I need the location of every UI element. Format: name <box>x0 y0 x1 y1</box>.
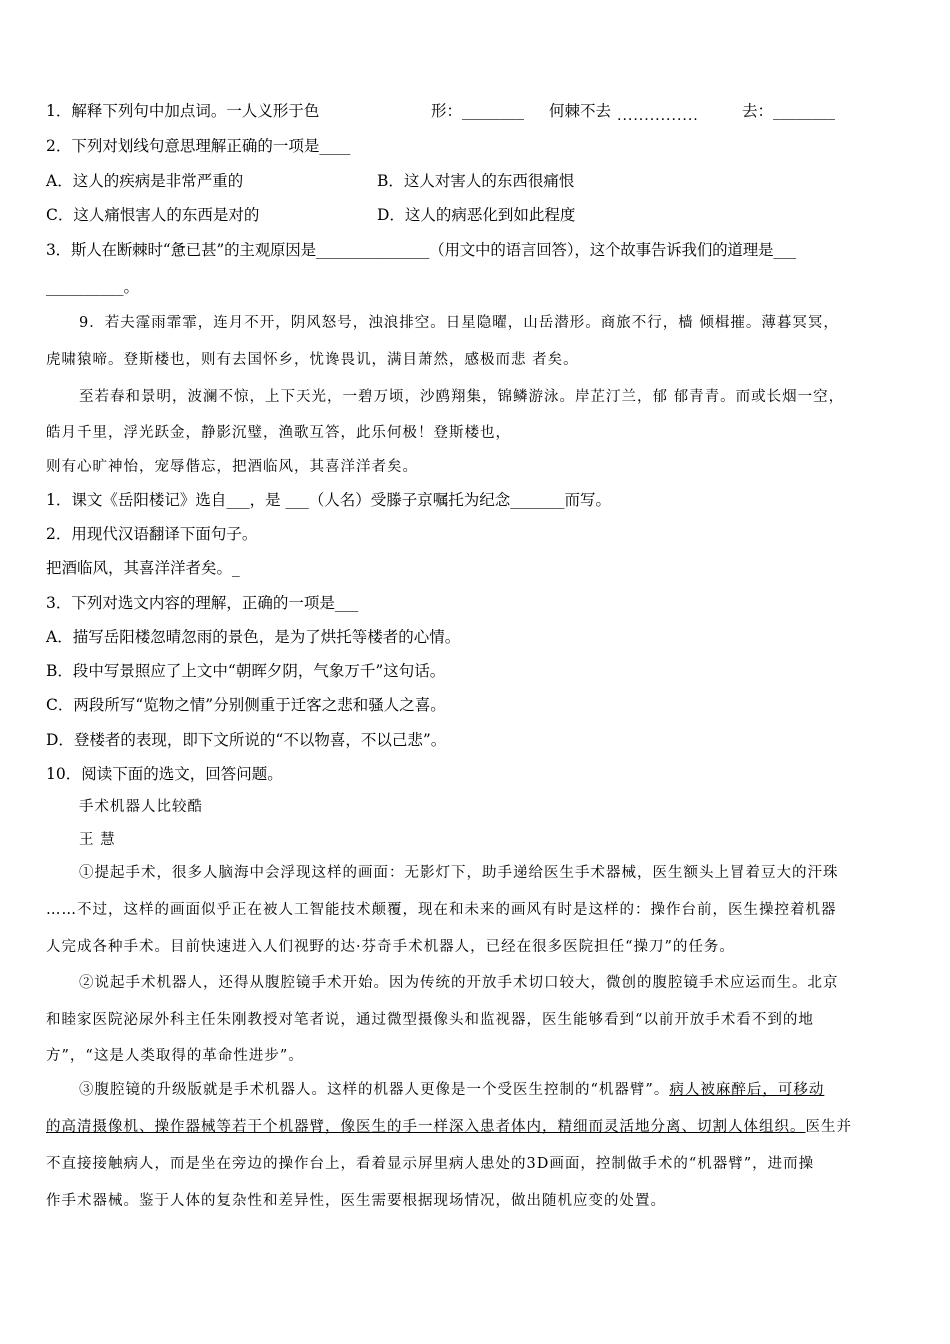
q1-emphasis-dots: ............... <box>617 108 699 124</box>
q2-option-d: D．这人的病恶化到如此程度 <box>377 206 576 224</box>
article-p3-line-3: 不直接接触病人，而是坐在旁边的操作台上，看着显示屏里病人患处的3D画面，控制做手术的“机器臂”，进而操 <box>46 1156 815 1172</box>
q9-option-a: A．描写岳阳楼忽晴忽雨的景色，是为了烘托等楼者的心情。 <box>46 628 461 646</box>
q9-option-c: C．两段所写“览物之情”分别侧重于迁客之悲和骚人之喜。 <box>46 696 446 714</box>
q2-option-a: A．这人的疾病是非常严重的 <box>46 172 244 190</box>
article-p1-line-3: 人完成各种手术。目前快速进入人们视野的达·芬奇手术机器人，已经在很多医院担任“操刀”的任务。 <box>46 939 735 955</box>
article-title: 手术机器人比较酷 <box>79 799 203 815</box>
article-p2-line-2: 和睦家医院泌尿外科主任朱刚教授对笔者说，通过微型摄像头和监视器，医生能够看到“以前开放手术看不到的地 <box>46 1012 814 1028</box>
article-p3-line-1 <box>79 1080 824 1100</box>
q9-sub-2: 2．用现代汉语翻译下面句子。 <box>46 525 258 543</box>
q9-passage-p1-line-1: 9．若夫霪雨霏霏，连月不开，阴风怒号，浊浪排空。日星隐曜，山岳潜形。商旅不行，樯 倾楫摧。薄暮冥冥， <box>79 315 839 331</box>
q9-option-b: B．段中写景照应了上文中“朝晖夕阴，气象万千”这句话。 <box>46 662 446 680</box>
q9-passage-p2-line-1: 至若春和景明，波澜不惊，上下天光，一碧万顷，沙鸥翔集，锦鳞游泳。岸芷汀兰，郁 郁青青。而或长烟一空， <box>79 389 845 405</box>
q3-line-2: __________。 <box>46 278 140 296</box>
q2-stem: 2．下列对划线句意思理解正确的一项是____ <box>46 137 351 155</box>
article-p1-line-2: ……不过，这样的画面似乎正在被人工智能技术颠覆，现在和未来的画风有时是这样的：操作台前，医生操控着机器 <box>46 902 837 918</box>
q9-sub-2-sentence: 把酒临风，其喜洋洋者矣。_ <box>46 559 240 577</box>
article-p2-line-1: ②说起手术机器人，还得从腹腔镜手术开始。因为传统的开放手术切口较大，微创的腹腔镜手术应运而生。北京 <box>79 975 839 991</box>
q9-sub-1: 1．课文《岳阳楼记》选自___，是 ___（人名）受滕子京嘱托为纪念_______而写。 <box>46 491 612 509</box>
q1-label-qu: 去：________ <box>742 102 836 120</box>
q1-phrase-hesu: 何棘不去 <box>549 102 612 120</box>
q2-option-b: B．这人对害人的东西很痛恨 <box>377 172 575 190</box>
q9-sub-3: 3．下列对选文内容的理解，正确的一项是___ <box>46 594 359 612</box>
article-p3-line-4: 作手术器械。鉴于人体的复杂性和差异性，医生需要根据现场情况，做出随机应变的处置。 <box>46 1193 666 1209</box>
q1-prefix: 1．解释下列句中加点词。一人义形于色 <box>46 102 320 120</box>
article-p3-line-2-plain: 医生并 <box>805 1119 852 1135</box>
q3-line-1: 3．斯人在断棘时“惫已甚”的主观原因是_______________（用文中的语言回答），这个故事告诉我们的道理是___ <box>46 241 796 259</box>
q9-passage-p1-line-2: 虎啸猿啼。登斯楼也，则有去国怀乡，忧谗畏讥，满目萧然，感极而悲 者矣。 <box>46 352 579 368</box>
article-p1-line-1: ①提起手术，很多人脑海中会浮现这样的画面：无影灯下，助手递给医生手术器械，医生额头上冒着豆大的汗珠 <box>79 865 839 881</box>
article-p3-line-1-plain: ③腹腔镜的升级版就是手术机器人。这样的机器人更像是一个受医生控制的“机器臂”。 <box>79 1082 670 1098</box>
q10-stem: 10．阅读下面的选文，回答问题。 <box>46 765 283 783</box>
q9-passage-p2-line-3: 则有心旷神怡，宠辱偕忘，把酒临风，其喜洋洋者矣。 <box>46 459 418 475</box>
q2-option-c: C．这人痛恨害人的东西是对的 <box>46 206 260 224</box>
q1-label-xing: 形：________ <box>431 102 525 120</box>
q9-passage-p2-line-2: 皓月千里，浮光跃金，静影沉璧，渔歌互答，此乐何极！登斯楼也， <box>46 425 511 441</box>
underlined-sentence-part-1: 病人被麻醉后，可移动 <box>669 1082 825 1098</box>
underlined-sentence-part-2: 的高清摄像机、操作器械等若干个机器臂，像医生的手一样深入患者体内，精细而灵活地分离、切割人体组织。 <box>46 1119 806 1135</box>
article-p2-line-3: 方”，“这是人类取得的革命性进步”。 <box>46 1048 304 1064</box>
q9-option-d: D．登楼者的表现，即下文所说的“不以物喜，不以己悲”。 <box>46 731 447 749</box>
article-author: 王 慧 <box>79 832 116 848</box>
article-p3-line-2 <box>46 1117 852 1137</box>
